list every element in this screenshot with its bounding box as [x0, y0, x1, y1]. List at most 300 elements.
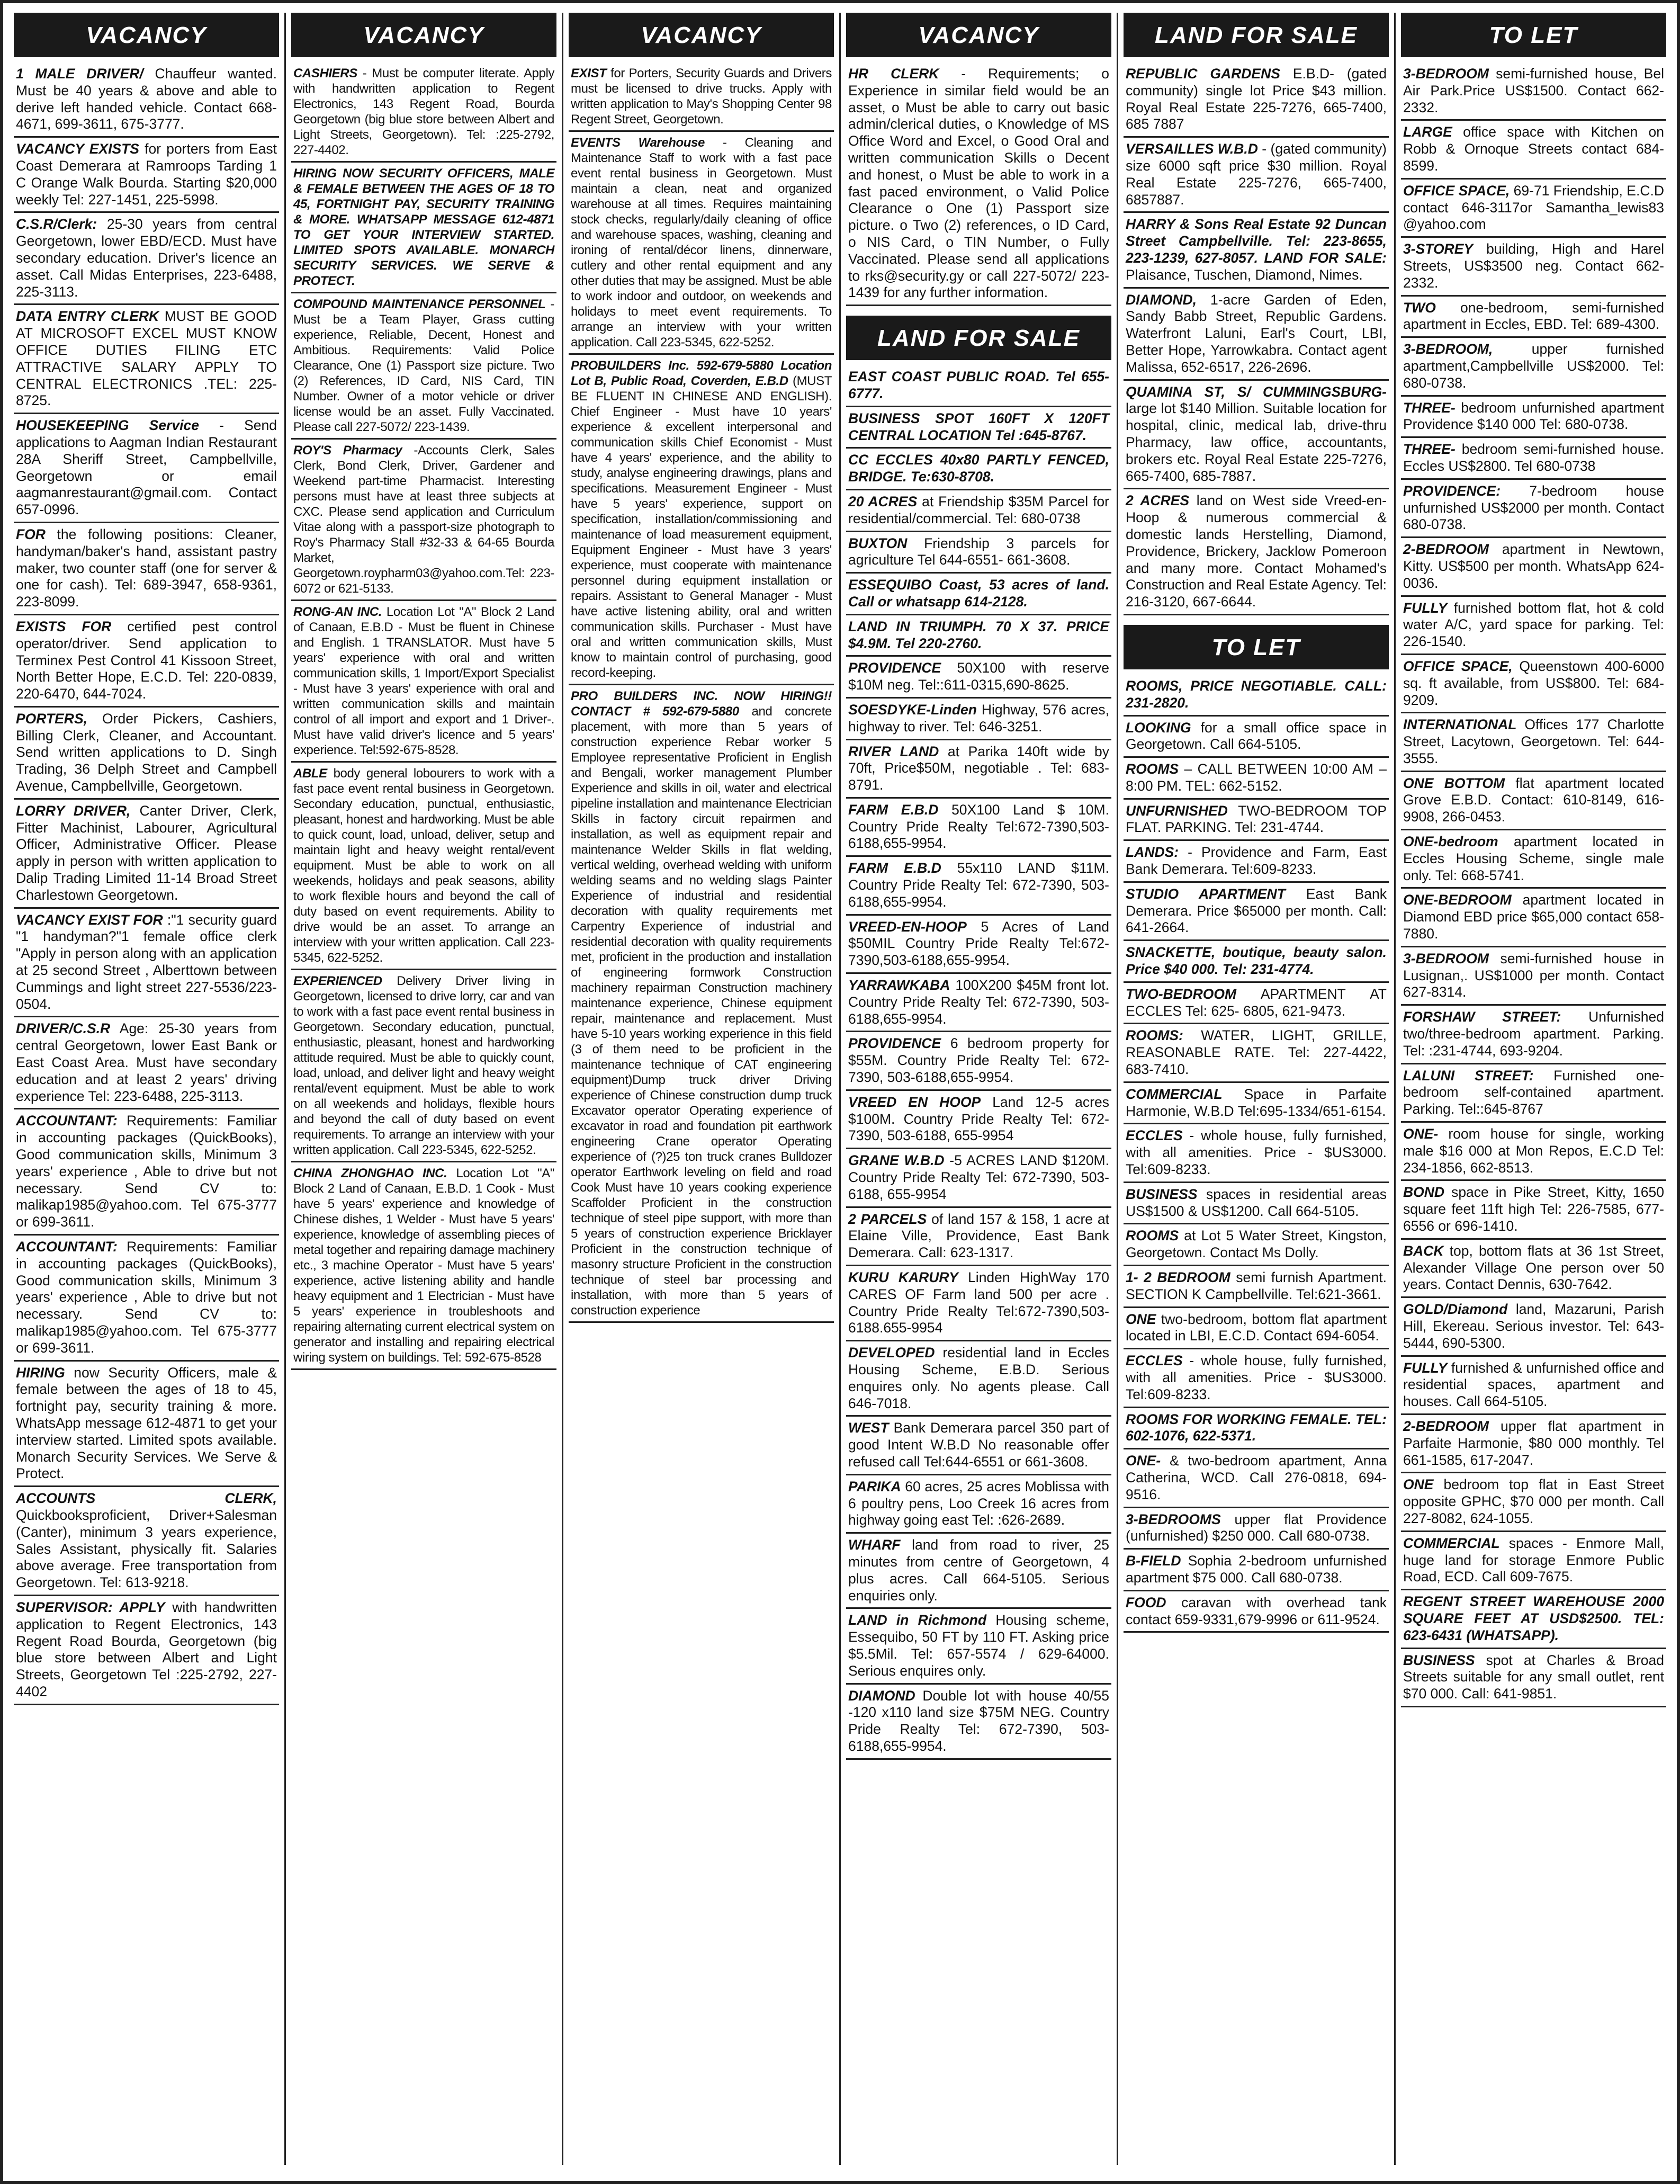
classified-ad — [1124, 675, 1389, 717]
ad-body: Highway, 576 acres, highway to river. Tel: 646-3251. — [848, 701, 1109, 735]
ad-lead: ESSEQUIBO Coast, 53 acres of land. Call or whatsapp 614-2128. — [848, 577, 1109, 610]
ad-body: :"1 security guard "1 handyman?"1 female office clerk "Apply in person along with an application at 25 second Street , Alberttown between Cummings and light street 227-5536/223-0504. — [16, 911, 277, 1012]
ad-lead: VREED EN HOOP — [848, 1094, 981, 1110]
classified-ad — [1401, 1181, 1666, 1239]
ad-lead: LARGE — [1403, 124, 1452, 140]
ad-body: - Must be a Team Player, Grass cutting experience, Reliable, Decent, Honest and Ambitious. Requirements: Valid Police Clearance, One (1) Passport size picture. Two (2) References, ID Card, NIS Card, TIN Number. Owner of a motor vehicle or driver license would be an asset. Fully Vaccinated. Please call 227-5072/ 223-1439. — [293, 297, 554, 434]
ad-body: (MUST BE FLUENT IN CHINESE AND ENGLISH). Chief Engineer - Must have 10 years' experience & excellent interpersonal and communication skills Chief Economist - Must have 4 years' experience, and the ability to study, analyse engineering drawings, plans and specifications. Measurement Engineer - Must have 5 years' experience, support on specification, installation/commissioning and maintenance of load measurement equipment, Equipment Engineer - Must have 3 years' experience, must cooperate with maintenance personnel during equipment installation or repairs. Assistant to General Manager - Must have active listening ability, oral and written communication skills. Purchaser - Must have oral and written communication skills, Must know to maintain control of purchasing, good record-keeping. — [571, 374, 832, 680]
classified-ad — [846, 1032, 1111, 1090]
classified-ad — [1124, 1124, 1389, 1183]
ad-body: & two-bedroom apartment, Anna Catherina, WCD. Call 276-0818, 694-9516. — [1126, 1453, 1387, 1502]
ad-body: - Requirements; o Experience in similar field would be an asset, o Must be able to carry out basic admin/clerical duties, o Knowledge of MS Office Word and Excel, o Good Oral and written communication Skills o Decent and honest, o Must be able to work in a fast paced environment, o Valid Police Clearance o One (1) Passport size picture. o Two (2) references, o ID Card, o NIS Card, o TIN Number, o Fully Vaccinated. Please send all applications to rks@security.gy or call 227-5072/ 223-1439 for any further information. — [848, 66, 1109, 301]
ad-lead: GRANE W.B.D — [848, 1152, 945, 1169]
ad-lead: 3-BEDROOM — [1403, 950, 1489, 966]
section-heading: VACANCY — [291, 13, 556, 57]
ad-lead: CASHIERS — [293, 66, 357, 80]
ad-lead: DEVELOPED — [848, 1345, 935, 1361]
classified-ad — [846, 1534, 1111, 1609]
ad-lead: SOESDYKE-Linden — [848, 701, 977, 718]
ad-lead: FORSHAW STREET: — [1403, 1009, 1561, 1025]
ad-lead: 20 ACRES — [848, 493, 918, 509]
classified-ad — [1124, 1083, 1389, 1125]
classified-ad — [1124, 841, 1389, 883]
ad-lead: ONE-bedroom — [1403, 834, 1498, 850]
classified-ad — [1124, 489, 1389, 615]
classified-ad — [1124, 1349, 1389, 1408]
ad-body: -Accounts Clerk, Sales Clerk, Bond Clerk, Driver, Gardener and Weekend part-time Pharmacist. Interesting persons must have at least three subjects at CXC. Please send application and Curriculum Vitae along with a passport-size photograph to Roy's Pharmacy Stall #32-33 & 64-65 Bourda Market, Georgetown.roypharm03@yahoo.com.Tel: 223-6072 or 621-5133. — [293, 443, 554, 596]
classified-ad — [846, 1685, 1111, 1760]
ad-body: - Must be computer literate. Apply with handwritten application to Regent Electronics, 143 Regent Road, Bourda Georgetown (big blue store between Albert and Light Streets, Georgetown). Tel: :225-2792, 227-4402. — [293, 66, 554, 157]
section-heading: VACANCY — [569, 13, 834, 57]
classified-ad — [291, 440, 556, 601]
column-4 — [846, 13, 1118, 2165]
classified-ad — [1401, 713, 1666, 772]
ad-lead: DATA ENTRY CLERK — [16, 308, 159, 325]
ad-body: and concrete placement, with more than 5 years of construction experience Rebar worker 5 Employee representative Proficient in English and Bengali, worker management Plumber Experience and skills in oil, water and electrical pipeline installation and maintenance Electrician Skills in factory circuit repairmen and installation, as well as equipment repair and maintenance Welder Skills in flat welding, vertical welding, overhead welding with uniform welding seams and no welding slags Painter Experience of industrial and residential decoration with quality requirements met Carpentry Experience of industrial and residential decoration with quality requirements met, proficient in the production and installation of engineering formwork Construction machinery repairman Construction machinery maintenance experience, Chinese equipment repair, maintenance and replacement. Must have 5-10 years working experience in this field (3 of them need to be proficient in the maintenance technique of CAT engineering equipment)Dump truck driver Driving experience of Chinese construction dump truck Excavator operator Operating experience of excavator in road and foundation pit earthwork engineering Crane operator Operating experience of (?)25 ton truck cranes Bulldozer operator Earthwork leveling on field and road Cook Must have 10 years cooking experience Scaffolder Proficient in the construction technique of steel pipe support, with more than 5 years of construction experience Bricklayer Proficient in the construction technique of masonry structure Proficient in the construction technique of steel bar processing and installation, with more than 5 years of construction experience — [571, 704, 832, 1318]
ad-lead: HR CLERK — [848, 66, 939, 82]
ad-lead: BOND — [1403, 1184, 1445, 1201]
classified-ad — [846, 532, 1111, 574]
ad-body: upper flat Providence (unfurnished) $250 000. Call 680-0738. — [1126, 1511, 1387, 1544]
ad-lead: 3-BEDROOM — [1403, 66, 1489, 82]
ad-body: MUST BE GOOD AT MICROSOFT EXCEL MUST KNOW OFFICE DUTIES FILING ETC ATTRACTIVE SALARY APPLY TO CENTRAL ELECTRONICS .TEL: 225-8725. — [16, 308, 277, 409]
classified-ad — [846, 740, 1111, 799]
ad-body: Double lot with house 40/55 -120 x110 land size $75M NEG. Country Pride Realty Tel: 672-7390, 503-6188,655-9954. — [848, 1687, 1109, 1754]
classified-ad — [1401, 338, 1666, 396]
ad-body: 50X100 with reserve $10M neg. Tel::611-0315,690-8625. — [848, 660, 1109, 693]
classified-ad — [846, 974, 1111, 1032]
classified-ad — [1401, 480, 1666, 538]
ad-lead: LANDS: — [1126, 844, 1179, 861]
ad-body: Requirements: Familiar in accounting packages (QuickBooks), Good communication skills, Minimum 3 years' experience , Able to drive but not necessary. Send CV to: malikap1985@yahoo.com. Tel 675-3777 or 699-3611. — [16, 1113, 277, 1230]
classified-ad — [569, 685, 834, 1323]
ad-body: E.B.D- (gated community) single lot Price $43 million. Royal Real Estate 225-7276, 665-7400, 685 7887 — [1126, 66, 1387, 132]
classified-ad — [1124, 1591, 1389, 1633]
ad-lead: PROVIDENCE: — [1403, 482, 1501, 499]
ad-lead: ACCOUNTANT: — [16, 1113, 118, 1129]
classified-ad — [1124, 381, 1389, 490]
classified-ad — [846, 490, 1111, 532]
ad-lead: ECCLES — [1126, 1353, 1183, 1369]
ad-lead: ONE-BEDROOM — [1403, 892, 1512, 908]
classified-ad — [846, 62, 1111, 306]
ad-lead: COMMERCIAL — [1403, 1535, 1500, 1551]
ad-body: furnished bottom flat, hot & cold water A/C, yard space for parking. Tel: 226-1540. — [1403, 599, 1664, 650]
ad-lead: 2 ACRES — [1126, 493, 1190, 509]
ad-body: the following positions: Cleaner, handyman/baker's hand, assistant pastry maker, two counter staff (one for server & one for cash). Tel: 689-3947, 658-9361, 223-8099. — [16, 526, 277, 610]
ad-body: 25-30 years from central Georgetown, lower EBD/ECD. Must have secondary education. Driver's licence an asset. Call Midas Enterprises, 223-6488, 225-3113. — [16, 216, 277, 300]
ad-lead: ACCOUNTS CLERK, — [16, 1490, 277, 1507]
ad-lead: PROVIDENCE — [848, 1035, 941, 1052]
ad-body: Sophia 2-bedroom unfurnished apartment $75 000. Call 680-0738. — [1126, 1553, 1387, 1586]
ad-lead: THREE- — [1403, 399, 1456, 416]
classified-ad — [1401, 297, 1666, 338]
ad-body: for porters from East Coast Demerara at Ramroops Tarding 1 C Orange Walk Bourda. Starting $20,000 weekly Tel: 227-1451, 225-5998. — [16, 141, 277, 208]
classified-ad — [14, 1109, 279, 1236]
ad-body: semi-furnished house in Lusignan,. US$1000 per month. Contact 627-8314. — [1403, 950, 1664, 1000]
ad-body: - (gated community) size 6000 sqft price $30 million. Royal Real Estate 225-7276, 665-7400, 6857887. — [1126, 141, 1387, 208]
ad-lead: C.S.R/Clerk: — [16, 216, 97, 232]
ad-lead: ONE — [1403, 1476, 1434, 1493]
column-2 — [291, 13, 563, 2165]
ad-body: Location Lot "A" Block 2 Land of Canaan, E.B.D - Must be fluent in Chinese and English. 1 TRANSLATOR. Must have 5 years' experience with oral and written communication skills, 1 Import/Export Specialist - Must have 3 years' experience with oral and written communication skills and maintain control of all import and export and 1 Driver-. Must have valid driver's licence and 5 years' experience. Tel:592-675-8528. — [293, 605, 554, 757]
classified-ad — [846, 407, 1111, 449]
ad-body: 55x110 LAND $11M. Country Pride Realty Tel: 672-7390, 503-6188,655-9954. — [848, 860, 1109, 910]
classified-ad — [1401, 1415, 1666, 1473]
ad-body: apartment located in Eccles Housing Scheme, single male only. Tel: 668-5741. — [1403, 834, 1664, 883]
ad-body: WATER, LIGHT, GRILLE, REASONABLE RATE. Tel: 227-4422, 683-7410. — [1126, 1027, 1387, 1078]
classified-ad — [846, 1208, 1111, 1266]
classified-ad — [14, 909, 279, 1018]
classified-ad — [291, 293, 556, 440]
ad-body: Age: 25-30 years from central Georgetown, lower East Bank or East Coast Area. Must have secondary education and at least 2 years' driving experience Tel: 223-6488, 225-3113. — [16, 1021, 277, 1104]
ad-lead: BUXTON — [848, 535, 908, 551]
ad-lead: HIRING — [16, 1364, 65, 1381]
ad-body: semi-furnished house, Bel Air Park.Price US$1500. Contact 662-2332. — [1403, 66, 1664, 115]
ad-body: 60 acres, 25 acres Moblissa with 6 poultry pens, Loo Creek 16 acres from highway going east Tel: :626-2689. — [848, 1478, 1109, 1528]
section-heading: LAND FOR SALE — [846, 316, 1111, 360]
classified-ad — [846, 1475, 1111, 1534]
classified-ad — [291, 601, 556, 763]
ad-body: land on West side Vreed-en-Hoop & numerous commercial & domestic lands Herstelling, Diamond, Providence, Brickery, Jacklow Pomeroon and many more. Contact Mohamed's Construction and Real Estate Agency. Tel: 216-3120, 667-6644. — [1126, 493, 1387, 610]
ad-lead: 2 PARCELS — [848, 1211, 927, 1227]
ad-lead: 1- 2 BEDROOM — [1126, 1269, 1230, 1286]
ad-body: at Parika 140ft wide by 70ft, Price$50M, negotiable . Tel: 683-8791. — [848, 743, 1110, 793]
ad-lead: PARIKA — [848, 1478, 901, 1494]
ad-lead: STUDIO APARTMENT — [1126, 885, 1286, 902]
ad-lead: ONE BOTTOM — [1403, 775, 1505, 791]
classified-ad — [1401, 1473, 1666, 1532]
classified-ad — [846, 574, 1111, 615]
ad-lead: COMPOUND MAINTENANCE PERSONNEL — [293, 297, 546, 311]
ad-body: Chauffeur wanted. Must be 40 years & above and able to derive left handed vehicle. Contact 668-4671, 699-3611, 675-3777. — [16, 66, 277, 132]
classified-ad — [1124, 758, 1389, 800]
classified-ad — [1401, 538, 1666, 596]
ad-body: apartment in Newtown, Kitty. US$500 per month. WhatsApp 624-0036. — [1403, 541, 1664, 591]
ad-body: Order Pickers, Cashiers, Billing Clerk, Cleaner, and Accountant. Send written applications to D. Singh Trading, 36 Delph Street and Campbell Avenue, Campbellville, Georgetown. — [16, 710, 277, 794]
classified-ad — [1124, 883, 1389, 941]
ad-lead: FOR — [16, 526, 46, 542]
ad-lead: HIRING NOW SECURITY OFFICERS, MALE & FEMALE BETWEEN THE AGES OF 18 TO 45, FORTNIGHT PAY, SECURITY TRAINING & MORE. WHATSAPP MESSAGE 612-4871 TO GET YOUR INTERVIEW STARTED. LIMITED SPOTS AVAILABLE. MONARCH SECURITY SERVICES. WE SERVE & PROTECT. — [293, 166, 554, 288]
classified-ad — [1401, 655, 1666, 713]
classified-ad — [14, 414, 279, 523]
ad-lead: VERSAILLES W.B.D — [1126, 141, 1258, 157]
ad-lead: GOLD/Diamond — [1403, 1301, 1508, 1318]
ad-body: spot at Charles & Broad Streets suitable for any small outlet, rent $70 000. Call: 641-9851. — [1403, 1652, 1664, 1702]
classified-ad — [1401, 397, 1666, 438]
ad-body: – CALL BETWEEN 10:00 AM – 8:00 PM. TEL: 662-5152. — [1126, 761, 1387, 794]
ad-lead: 2-BEDROOM — [1403, 541, 1489, 558]
classified-ad — [14, 138, 279, 213]
classified-ad — [1124, 1550, 1389, 1591]
ad-lead: FULLY — [1403, 599, 1448, 616]
ad-lead: PROBUILDERS Inc. 592-679-5880 Location Lot B, Public Road, Coverden, E.B.D — [571, 359, 832, 388]
classified-ad — [14, 615, 279, 708]
ad-lead: PROVIDENCE — [848, 660, 941, 676]
ad-body: - Providence and Farm, East Bank Demerara. Tel:609-8233. — [1126, 844, 1387, 878]
ad-lead: FARM E.B.D — [848, 860, 941, 876]
ad-lead: ROOMS — [1126, 1228, 1179, 1244]
ad-body: Delivery Driver living in Georgetown, licensed to drive lorry, car and van to work with a fast pace event rental business in Georgetown. Secondary education, punctual, enthusiastic, pleasant, honest and hardworking attitude required. Must be able to quickly count, load, unload, and deliver light and heavy weight rental/event equipment. Must be able to work on all weekends and holidays, flexible hours and beyond the call of duty based on event requirements. To arrange an interview with your written application. Call 223-5345, 622-5252. — [293, 974, 554, 1157]
ad-lead: FARM E.B.D — [848, 801, 939, 818]
classified-ad — [14, 1017, 279, 1109]
classified-ad — [1124, 983, 1389, 1025]
classified-ad — [1124, 1224, 1389, 1266]
ad-body: 69-71 Friendship, E.C.D contact 646-3117or Samantha_lewis83 @yahoo.com — [1403, 182, 1664, 232]
ad-body: semi furnish Apartment. SECTION K Campbellville. Tel:621-3661. — [1126, 1269, 1387, 1302]
column-5 — [1124, 13, 1396, 2165]
ad-body: furnished & unfurnished office and residential spaces, apartment and houses. Call 664-5105. — [1403, 1359, 1664, 1410]
ad-lead: REPUBLIC GARDENS — [1126, 66, 1280, 82]
classified-ad — [291, 1162, 556, 1370]
classified-ad — [14, 1362, 279, 1488]
ad-lead: YARRAWKABA — [848, 977, 950, 993]
section-heading: LAND FOR SALE — [1124, 13, 1389, 57]
ad-lead: QUAMINA ST, S/ CUMMINGSBURG- — [1126, 383, 1387, 400]
classified-ad — [1401, 121, 1666, 179]
classified-ad — [1124, 800, 1389, 842]
classified-ad — [1124, 138, 1389, 213]
classified-ad — [846, 1091, 1111, 1149]
ad-body: Requirements: Familiar in accounting packages (QuickBooks), Good communication skills, Minimum 3 years' experience , Able to drive but not necessary. Send CV to: malikap1985@yahoo.com. Tel 675-3777 or 699-3611. — [16, 1239, 277, 1356]
ad-lead: LAND in Richmond — [848, 1612, 987, 1628]
ad-lead: KURU KARURY — [848, 1269, 958, 1286]
classifieds-columns — [14, 13, 1666, 2165]
classified-ad — [846, 699, 1111, 740]
section-heading: VACANCY — [846, 13, 1111, 57]
classified-ad — [1124, 62, 1389, 138]
classified-ad — [1124, 213, 1389, 288]
classified-ad — [846, 1149, 1111, 1207]
classified-ad — [1401, 772, 1666, 830]
ad-lead: ONE — [1126, 1311, 1156, 1327]
ad-lead: ONE- — [1403, 1126, 1439, 1142]
ad-lead: ABLE — [293, 766, 327, 781]
ad-lead: DRIVER/C.S.R — [16, 1021, 111, 1037]
ad-lead: ROOMS FOR WORKING FEMALE. TEL: 602-1076, 622-5371. — [1126, 1411, 1387, 1444]
classified-ad — [1124, 717, 1389, 758]
classified-ad — [291, 970, 556, 1162]
ad-lead: WEST — [848, 1420, 889, 1436]
classified-ad — [1124, 1183, 1389, 1225]
ad-body: Friendship 3 parcels for agriculture Tel 644-6551- 661-3608. — [848, 535, 1109, 568]
ad-lead: 3-BEDROOMS — [1126, 1511, 1221, 1527]
classified-ad — [1401, 1006, 1666, 1064]
ad-lead: OFFICE SPACE, — [1403, 658, 1513, 674]
ad-body: APARTMENT AT ECCLES Tel: 625- 6805, 621-9473. — [1126, 986, 1387, 1019]
classified-ad — [846, 1609, 1111, 1684]
classified-ad — [1401, 1298, 1666, 1356]
classified-ad — [569, 355, 834, 685]
classified-ad — [1124, 1508, 1389, 1550]
ad-body: TWO-BEDROOM TOP FLAT. PARKING. Tel: 231-4744. — [1126, 802, 1387, 836]
ad-lead: ACCOUNTANT: — [16, 1239, 118, 1255]
classified-ad — [1401, 1532, 1666, 1590]
ad-lead: ROOMS, PRICE NEGOTIABLE. CALL: 231-2820. — [1126, 677, 1387, 711]
ad-lead: TWO-BEDROOM — [1126, 986, 1237, 1002]
classified-ad — [1401, 597, 1666, 655]
section-heading: TO LET — [1401, 13, 1666, 57]
ad-lead: ROY'S Pharmacy — [293, 443, 402, 458]
classified-ad — [846, 799, 1111, 857]
classified-ad — [846, 615, 1111, 657]
ad-lead: SUPERVISOR: APPLY — [16, 1599, 165, 1615]
ad-body: Canter Driver, Clerk, Fitter Machinist, Labourer, Agricultural Officer, Administrative Officer. Please apply in person with written application to Dalip Trading Limited 11-14 Broad Street Charlestown Georgetown. — [16, 802, 277, 903]
ad-body: one-bedroom, semi-furnished apartment in Eccles, EBD. Tel: 689-4300. — [1403, 299, 1664, 333]
ad-body: Furnished one-bedroom self-contained apartment. Parking. Tel::645-8767 — [1403, 1067, 1664, 1117]
classified-ad — [1401, 889, 1666, 947]
classified-ad — [14, 1236, 279, 1362]
ad-lead: WHARF — [848, 1537, 901, 1553]
ad-body: Land 12-5 acres $100M. Country Pride Realty Tel: 672-7390, 503-6188, 655-9954 — [848, 1094, 1109, 1144]
ad-body: Bank Demerara parcel 350 part of good Intent W.B.D No reasonable offer refused call Tel:644-6551 or 661-3608. — [848, 1420, 1109, 1470]
ad-body: land from road to river, 25 minutes from centre of Georgetown, 4 plus acres. Call 664-5105. Serious enquiries only. — [848, 1537, 1109, 1604]
ad-body: bedroom top flat in East Street opposite GPHC, $70 000 per month. Call 227-8082, 624-1055. — [1403, 1476, 1664, 1526]
ad-body: spaces in residential areas US$1500 & US$1200. Call 664-5105. — [1126, 1186, 1387, 1219]
section-heading: TO LET — [1124, 625, 1389, 669]
ad-lead: EXPERIENCED — [293, 974, 382, 988]
ad-lead: DIAMOND — [848, 1687, 915, 1704]
classified-ad — [846, 1341, 1111, 1417]
classified-ad — [1401, 830, 1666, 889]
ad-body: Location Lot "A" Block 2 Land of Canaan, E.B.D. 1 Cook - Must have 5 years' experience and knowledge of Chinese dishes, 1 Welder - Must have 5 years' experience, knowledge of assembling pieces of metal together and repairing damage machinery etc., 3 machine Operator - Must have 5 years' experience, active listening ability and handle heavy equipment and 1 Electrician - Must have 5 years' experience in troubleshoots and repairing alternating current electrical system on generator and installing and repairing electrical wiring system on buildings. Tel: 592-675-8528 — [293, 1166, 554, 1365]
ad-lead: LOOKING — [1126, 719, 1191, 736]
ad-lead: 1 MALE DRIVER/ — [16, 66, 143, 82]
classified-ad — [1401, 438, 1666, 480]
ad-body: Space in Parfaite Harmonie, W.B.D Tel:695-1334/651-6154. — [1126, 1086, 1387, 1119]
ad-lead: 3-BEDROOM, — [1403, 341, 1493, 357]
ad-body: with handwritten application to Regent Electronics, 143 Regent Road Bourda, Georgetown (big blue store between Albert and Light Streets, Georgetown Tel :225-2792, 227-4402 — [16, 1599, 277, 1699]
ad-body: space in Pike Street, Kitty, 1650 square feet 11ft high Tel: 226-7585, 677-6556 or 696-1410. — [1403, 1184, 1664, 1234]
ad-lead: ECCLES — [1126, 1127, 1183, 1144]
ad-body: room house for single, working male $16 000 at Mon Repos, E.C.D Tel: 234-1856, 662-8513. — [1403, 1126, 1664, 1176]
ad-body: Linden HighWay 170 CARES OF Farm land 500 per acre . Country Pride Realty Tel:672-7390,503-6188.655-9954 — [848, 1269, 1109, 1336]
ad-body: 6 bedroom property for $55M. Country Pride Realty Tel: 672-7390, 503-6188,655-9954. — [848, 1035, 1109, 1086]
ad-lead: B-FIELD — [1126, 1553, 1181, 1569]
ad-lead: LAND IN TRIUMPH. 70 X 37. PRICE $4.9M. Tel 220-2760. — [848, 618, 1109, 651]
classified-ad — [569, 62, 834, 132]
ad-body: Housing scheme, Essequibo, 50 FT by 110 FT. Asking price $5.5Mil. Tel: 657-5574 / 629-64000. Serious enquires only. — [848, 1612, 1109, 1679]
ad-lead: FOOD — [1126, 1594, 1166, 1610]
ad-body: - Cleaning and Maintenance Staff to work with a fast pace event rental business in Georgetown. Must maintain a clean, neat and organized warehouse at all times. Requires maintaining stock checks, regularly/daily cleaning of office and warehouse spaces, washing, cleaning and ironing of rental/décor linens, dinnerware, cutlery and other rental equipment and any other duties that may be assigned. Must be able to work indoor and outdoor, on weekends and holidays to meet event requirements. To arrange an interview with your written application. Call 223-5345, 622-5252. — [571, 136, 832, 350]
ad-lead: REGENT STREET WAREHOUSE 2000 SQUARE FEET AT USD$2500. TEL: 623-6431 (WHATSAPP). — [1403, 1594, 1664, 1643]
classified-ad — [14, 523, 279, 615]
ad-body: at Lot 5 Water Street, Kingston, Georgetown. Contact Ms Dolly. — [1126, 1228, 1387, 1261]
ad-body: body general lobourers to work with a fast pace event rental business in Georgetown. Secondary education, punctual, enthusiastic, pleasant, honest and hardworking. Must be able to quick count, load, unload, deliver, setup and maintain light and heavy weight rental/event equipment. Must be able to work on all weekends, holidays and peak seasons, ability to work flexible hours and beyond the call of duty based on event requirements. Ability to drive would be an asset. To arrange an interview with your written application. Call 223-5345, 622-5252. — [293, 766, 554, 965]
classified-ad — [1401, 1649, 1666, 1707]
classified-ad — [1124, 1024, 1389, 1082]
ad-lead: UNFURNISHED — [1126, 802, 1228, 819]
classified-ad — [14, 213, 279, 305]
ad-lead: VREED-EN-HOOP — [848, 918, 967, 935]
ad-lead: THREE- — [1403, 441, 1456, 458]
ad-body: 100X200 $45M front lot. Country Pride Realty Tel: 672-7390, 503-6188,655-9954. — [848, 977, 1109, 1027]
classified-ad — [291, 163, 556, 293]
ad-body: apartment located in Diamond EBD price $65,000 contact 658-7880. — [1403, 892, 1664, 942]
ad-body: 5 Acres of Land $50MIL Country Pride Realty Tel:672-7390,503-6188,655-9954. — [848, 918, 1109, 969]
ad-body: for a small office space in Georgetown. Call 664-5105. — [1126, 719, 1387, 753]
ad-lead: EXISTS FOR — [16, 618, 112, 634]
classified-ad — [291, 62, 556, 163]
ad-lead: CC ECCLES 40x80 PARTLY FENCED, BRIDGE. Te:630-8708. — [848, 452, 1109, 485]
ad-body: bedroom semi-furnished house. Eccles US$2800. Tel 680-0738 — [1403, 441, 1664, 474]
ad-lead: RIVER LAND — [848, 743, 939, 759]
ad-body: bedroom unfurnished apartment Providence $140 000 Tel: 680-0738. — [1403, 399, 1664, 433]
classified-ad — [1401, 62, 1666, 121]
ad-lead: EXIST — [571, 66, 607, 80]
ad-body: - Send applications to Aagman Indian Restaurant 28A Sheriff Street, Campbellville, Georgetown or email aagmanrestaurant@gmail.com. Contact 657-0996. — [16, 417, 277, 518]
ad-lead: COMMERCIAL — [1126, 1086, 1223, 1102]
ad-lead: INTERNATIONAL — [1403, 717, 1517, 733]
classified-ad — [14, 708, 279, 800]
classified-ad — [1124, 289, 1389, 381]
classified-ad — [569, 132, 834, 355]
classified-ad — [1401, 947, 1666, 1006]
column-6 — [1401, 13, 1666, 2165]
ad-body: spaces - Enmore Mall, huge land for storage Enmore Public Road, ECD. Call 609-7675. — [1403, 1535, 1664, 1585]
classified-ad — [1124, 1449, 1389, 1508]
classified-ad — [1401, 180, 1666, 238]
ad-body: residential land in Eccles Housing Scheme, E.B.D. Serious enquires only. No agents please. Call 646-7018. — [848, 1345, 1109, 1411]
classified-ad — [291, 763, 556, 970]
classified-ad — [846, 449, 1111, 490]
ad-lead: FULLY — [1403, 1359, 1448, 1376]
classified-ad — [846, 365, 1111, 407]
ad-body: for Porters, Security Guards and Drivers must be licensed to drive trucks. Apply with written application to May's Shopping Center 98 Regent Street, Georgetown. — [571, 66, 832, 127]
ad-body: upper flat apartment in Parfaite Harmonie, $80 000 monthly. Tel 661-1585, 617-2047. — [1403, 1418, 1664, 1468]
ad-body: 1-acre Garden of Eden, Sandy Babb Street, Republic Gardens. Waterfront Laluni, Earl's Court, LBI, Better Hope, Yarrowkabra. Contact agent Malissa, 652-6517, 226-2696. — [1126, 291, 1387, 375]
ad-body: building, High and Harel Streets, US$3500 neg. Contact 662-2332. — [1403, 241, 1664, 291]
ad-body: now Security Officers, male & female between the ages of 18 to 45, fortnight pay, security training & more. WhatsApp message 612-4871 to get your interview started. Limited spots available. Monarch Security Services. We Serve & Protect. — [16, 1364, 277, 1482]
classified-ad — [1401, 1357, 1666, 1415]
ad-body: upper furnished apartment,Campbellville US$2000. Tel: 680-0738. — [1403, 341, 1664, 391]
ad-lead: LORRY DRIVER, — [16, 802, 131, 819]
classified-ad — [1401, 238, 1666, 296]
ad-body: Unfurnished two/three-bedroom apartment. Parking. Tel: :231-4744, 693-9204. — [1403, 1009, 1664, 1059]
ad-lead: 3-STOREY — [1403, 241, 1474, 257]
ad-lead: RONG-AN INC. — [293, 605, 382, 619]
ad-body: - whole house, fully furnished, with all amenities. Price - $US3000. Tel:609-8233. — [1126, 1353, 1387, 1402]
classified-ad — [846, 657, 1111, 699]
classified-ad — [1124, 1266, 1389, 1308]
classified-ad — [846, 1266, 1111, 1341]
ad-body: East Bank Demerara. Price $65000 per month. Call: 641-2664. — [1126, 885, 1387, 936]
ad-body: Offices 177 Charlotte Street, Lacytown, Georgetown. Tel: 644-3555. — [1403, 717, 1664, 766]
ad-lead: EVENTS Warehouse — [571, 136, 705, 150]
ad-lead: BUSINESS — [1403, 1652, 1475, 1668]
ad-lead: VACANCY EXISTS — [16, 141, 139, 157]
ad-lead: ROOMS — [1126, 761, 1179, 777]
ad-lead: VACANCY EXIST FOR — [16, 911, 163, 928]
classified-ad — [1124, 1308, 1389, 1350]
ad-body: certified pest control operator/driver. Send application to Terminex Pest Control 41 Kissoon Street, North Better Hope, E.C.D. Tel: 220-0839, 220-6470, 644-7024. — [16, 618, 277, 702]
classified-ad — [1401, 1123, 1666, 1181]
ad-lead: BUSINESS — [1126, 1186, 1198, 1202]
ad-lead: ONE- — [1126, 1453, 1161, 1469]
ad-body: Quickbooksproficient, Driver+Salesman (Canter), minimum 3 years experience, Sales Assistant, physically fit. Salaries above average. Free transportation from Georgetown. Tel: 613-9218. — [16, 1507, 277, 1591]
ad-body: -5 ACRES LAND $120M. Country Pride Realty Tel: 672-7390, 503-6188, 655-9954 — [848, 1152, 1109, 1202]
ad-lead: 2-BEDROOM — [1403, 1418, 1489, 1434]
ad-lead: OFFICE SPACE, — [1403, 182, 1510, 199]
classified-ad — [14, 305, 279, 414]
ad-body: Plaisance, Tuschen, Diamond, Nimes. — [1126, 266, 1363, 283]
ad-lead: LALUNI STREET: — [1403, 1067, 1534, 1084]
classified-ad — [14, 62, 279, 138]
ad-lead: TWO — [1403, 299, 1436, 316]
ad-lead: HOUSEKEEPING Service — [16, 417, 199, 434]
ad-body: large lot $140 Million. Suitable location for hospital, clinic, medical lab, drive-thru Pharmacy, law office, accountants, brokers etc. Royal Real Estate 225-7276, 665-7400, 685-7887. — [1126, 400, 1387, 484]
ad-body: office space with Kitchen on Robb & Ornoque Streets contact 684-8599. — [1403, 124, 1664, 174]
